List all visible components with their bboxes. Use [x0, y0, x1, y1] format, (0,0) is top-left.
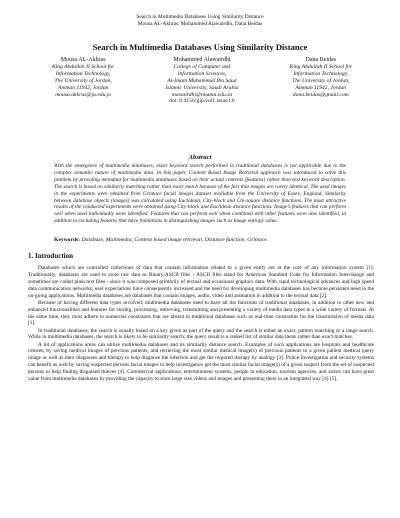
author-2 [165, 57, 238, 105]
author-affiliation-line: Information Technology, [55, 70, 111, 77]
body-paragraph: A lot of applications areas can utilise multimedia databases and its similarity distance search. Examples of such applications are hospitals and healthcare centres; by saving medical images of previous patients, and retrieving the most similar medical image(s) of previous patients to a given patient medical query image as well as their diagnoses and therapy to help diagnose the infection and get the required therapy by analogy [3]. Police Investigation and security systems can benefit as well by saving suspected persons facial images to help investigators get the most similar facial image(s) of a given suspect from the set of suspected persons to help finding disguised thieves [4]. Commercial applications, entertainment systems, people in education, tourism agencies, and artists can have great value from multimedia databases by providing the capacity to store large size videos and images and presenting them in an integrated way [4] [5]. [28, 341, 374, 383]
author-email: mawairdhi@imamu.edu.sa [171, 91, 233, 98]
author-affiliation-line: Information Sciences, [177, 70, 227, 77]
author-name: Dana Beidas [305, 57, 337, 63]
author-name: Mohammed Alawairdhi [173, 57, 231, 63]
keywords-label: Keywords: [54, 237, 81, 243]
keywords [54, 237, 346, 244]
paper-title: Search in Multimedia Databases Using Similarity Distance [92, 42, 308, 52]
author-affiliation-line: King Abdullah II School for [289, 63, 352, 70]
author-affiliation-line: Information Technology, [293, 70, 349, 77]
author-affiliation-line: The University of Jordan, [54, 77, 112, 84]
running-head-title: Search in Multimedia Databases Using Similarity Distance [136, 14, 264, 20]
author-name: Mousa AL-Akhras [60, 57, 106, 63]
author-affiliation-line: Al-Imam Muhammad Ibn Saud [167, 77, 237, 84]
section-heading: 1. Introduction [28, 252, 73, 260]
author-affiliation-line: The University of Jordan, [292, 77, 350, 84]
abstract-heading: Abstract [188, 154, 212, 161]
author-email: dana.beidas@gmail.com [292, 91, 349, 98]
author-affiliation-line: College of Computer and [173, 63, 231, 70]
author-affiliation-line: Amman 11942, Jordan [295, 84, 347, 91]
author-3 [290, 57, 352, 105]
body-paragraph: In traditional databases, the search is usually based on a key given as part of the query and the search is either an exact, pattern matching or a range search. While in multimedia databases, the search is likely to be similarity search; the query result is a ranked list of similar data items rather than exact matches. [28, 327, 374, 341]
doi-line: doi: 0.4156/jjip.vol1.issue1.6 [169, 98, 235, 105]
author-email: mousa.akhras@ju.edu.jo [55, 91, 112, 98]
keywords-value: Database, Multimedia, Content based image retrieval, Distance function, Grimace. [80, 237, 269, 243]
body-paragraph: Databases which are controlled collections of data that contain information related to a given entity are at the core of any information system [1]. Traditionally, databases are used to store raw data as Binary/ASCII files - ASCII files stand for American Standard Code for Information Interchange and sometimes are called plain text files - since it was composed primarily of textual and occasional graphics data. With rapid technological advances and high speed data communication networks; user expectations have consequently increased and the need for developing multimedia databases has become persistent need in the on-going applications. Multimedia databases are databases that contain images, audio, video and animation in addition to the textual data [2]. [28, 265, 374, 299]
author-1 [52, 57, 114, 105]
body-paragraph: Because of having different data types involved; multimedia databases need to have all the functions of traditional databases, in addition to other new and enhanced functionalities and features for storing, processing, retrieving, transmitting and presenting a variety of media data types in a wide variety of formats. At the same time, they must adhere to numerous constraints that are absent in traditional databases such as real-time constraints for the transmission of media data [1]. [28, 299, 374, 327]
author-affiliation-line: Amman 11942, Jordan [57, 84, 109, 91]
abstract-text: With the emergence of multimedia databases, exact keyword search performed in traditional databases is not applicable due to the complex semantic nature of multimedia data. In this paper, Content Based Image Retrieval approach was introduced to solve this problem by providing metadata for multimedia databases based on their actual contents (features) rather than text keyword description. The search is based on similarity matching rather than exact match because of the fact that images are rarely identical. The used images in the experiments were obtained from Grimace facial images dataset available from the University of Essex, England. Similarity between database objects (images) was calculated using Euclidean, City-block and Chi-square distance functions. The most attractive results of the conducted experiments were obtained using City-block and Euclidean distance functions. Image's features that can perform well when used individually were identified. Features that can perform well when combined with other features were also identified, in addition to excluding features that have limitations in distinguishing images such as image entropy value. [54, 163, 346, 225]
author-block [52, 57, 352, 105]
running-head-authors: Mousa AL-Akhras, Mohammed Alawairdhi, Dana Beidas [137, 20, 263, 27]
author-affiliation-line: King Abdullah II School for [52, 63, 115, 70]
author-affiliation-line: Islamic University, Saudi Arabia [165, 84, 239, 91]
running-head [0, 14, 400, 27]
section-body [28, 265, 374, 383]
